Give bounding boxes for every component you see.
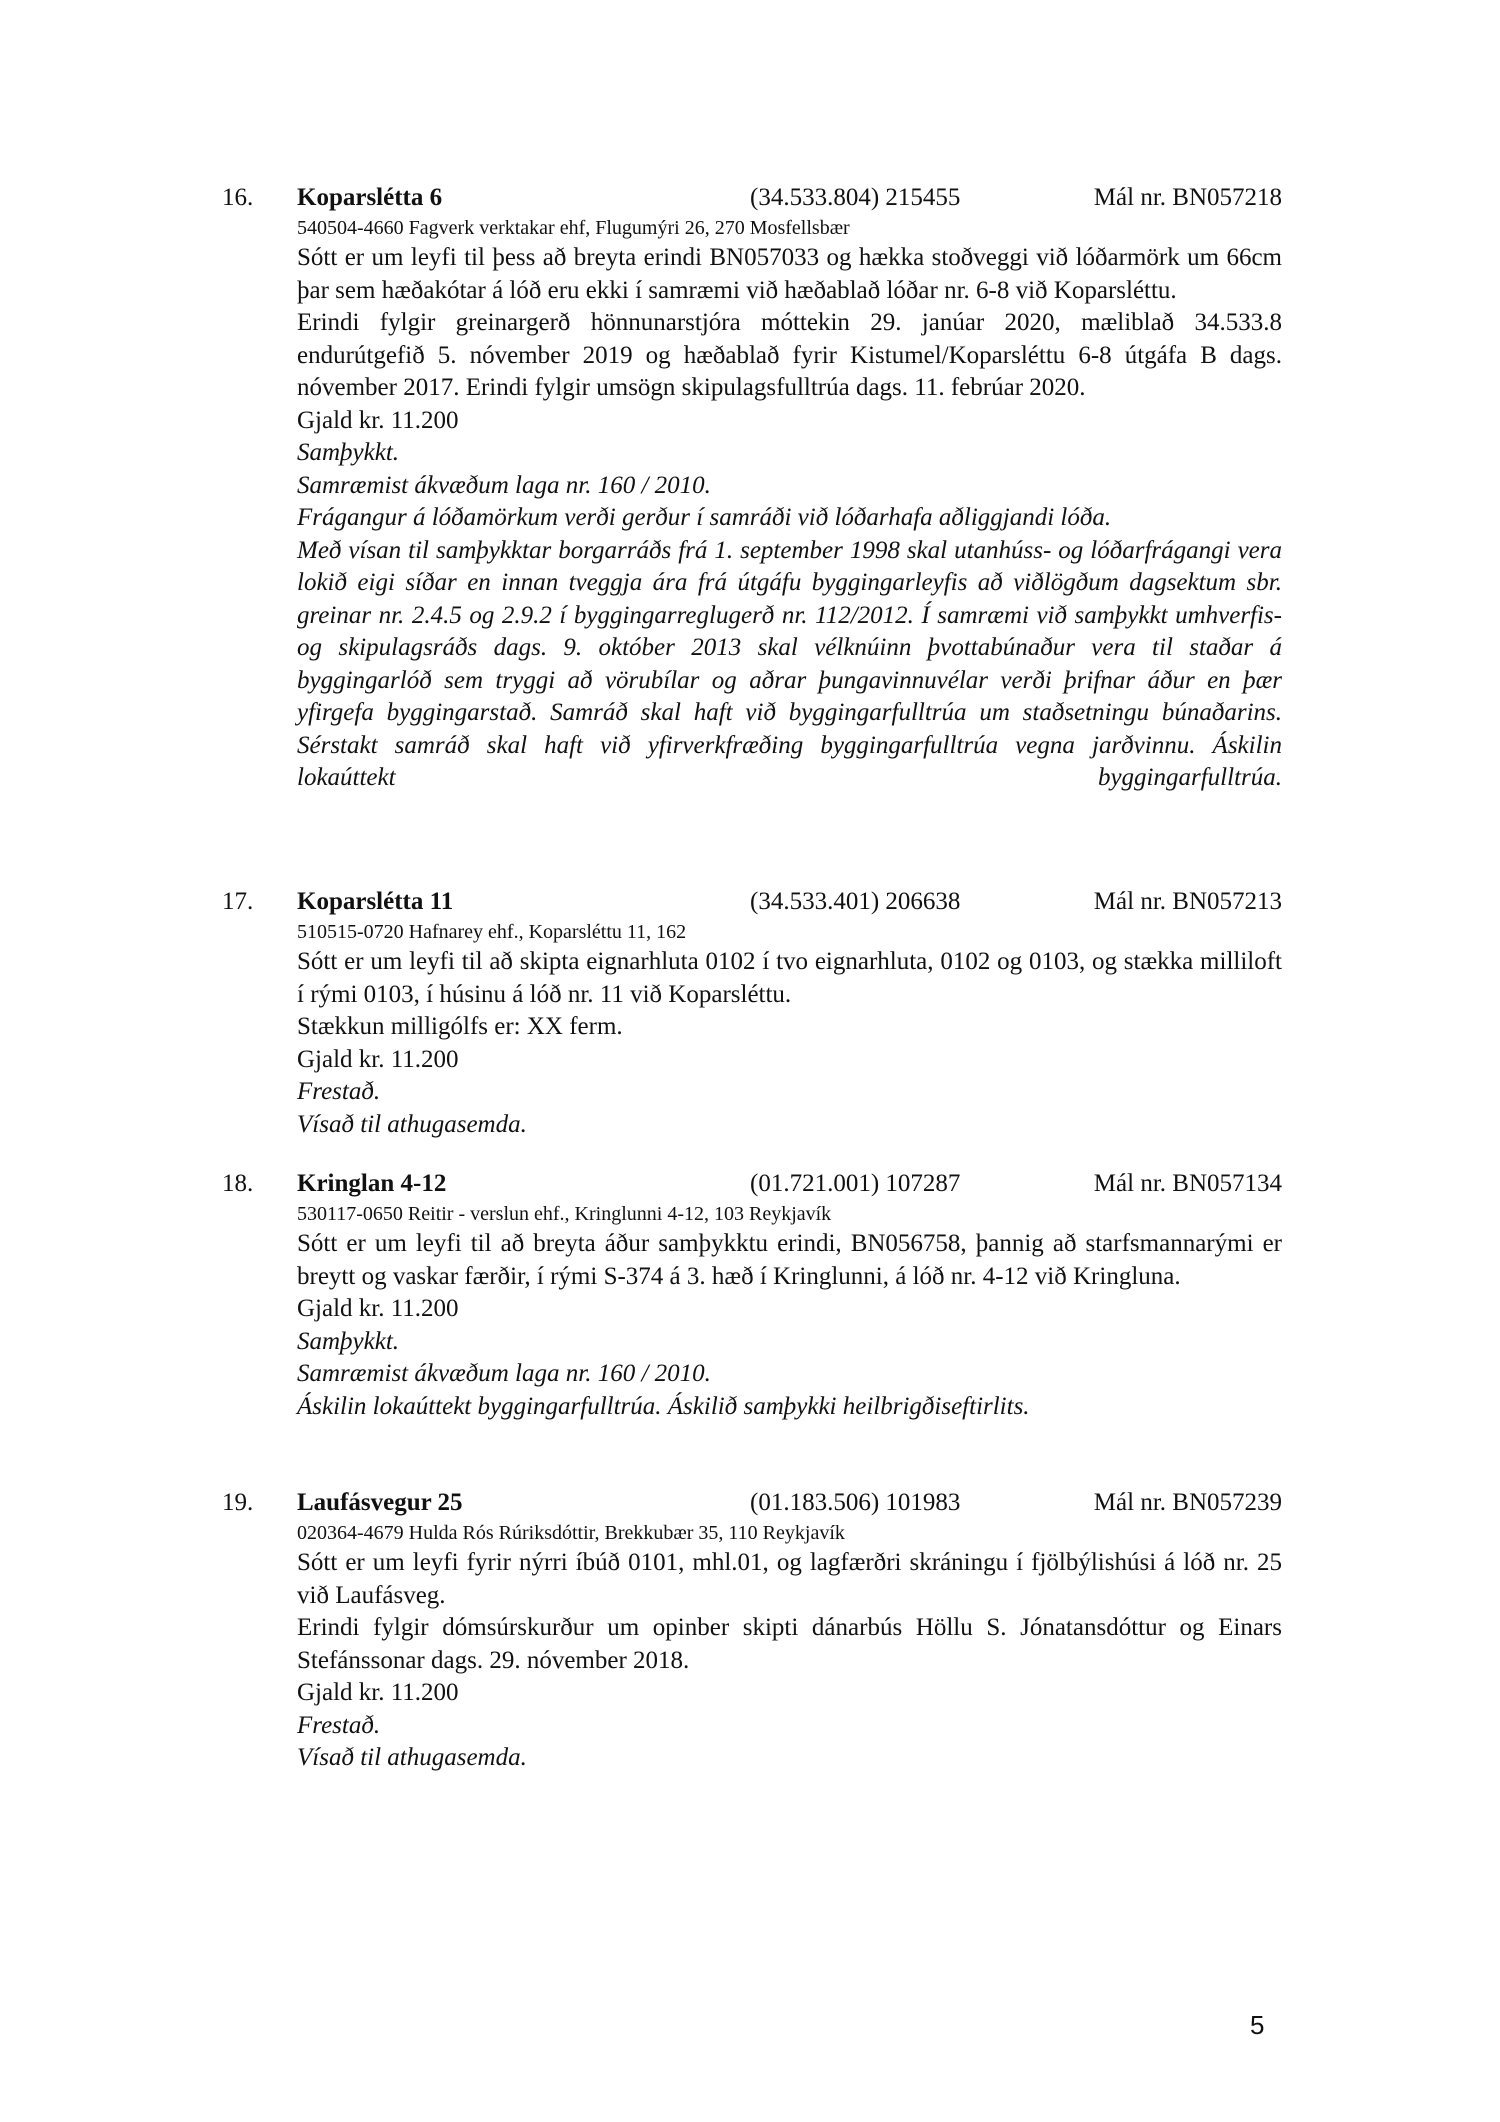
applicant: 540504-4660 Fagverk verktakar ehf, Flugumýri 26, 270 Mosfellsbær <box>297 217 850 239</box>
applicant: 020364-4679 Hulda Rós Rúriksdóttir, Brekkubær 35, 110 Reykjavík <box>297 1522 845 1544</box>
fee: Gjald kr. 11.200 <box>297 1295 459 1322</box>
case-item-18 <box>222 1168 1282 1423</box>
applicant: 510515-0720 Hafnarey ehf., Koparsléttu 11, 162 <box>297 921 687 943</box>
decision-note: Vísað til athugasemda. <box>297 1110 527 1138</box>
application-text: Sótt er um leyfi til að breyta áður samþykktu erindi, BN056758, þannig að starfsmannarými er breytt og vaskar færðir, í rými S-374 á 3. hæð í Kringlunni, á lóð nr. 4-12 við Kringluna. <box>297 1230 1282 1290</box>
property-reference: (01.183.506) 101983 <box>750 1489 961 1516</box>
property-title: Laufásvegur 25 <box>297 1489 463 1516</box>
decision-note: Samræmist ákvæðum laga nr. 160 / 2010. <box>297 1360 711 1387</box>
applicant: 530117-0650 Reitir - verslun ehf., Kringlunni 4-12, 103 Reykjavík <box>297 1203 832 1225</box>
case-header <box>222 1168 1282 1200</box>
case-number: Mál nr. BN057213 <box>1093 888 1282 915</box>
extension-note: Stækkun milligólfs er: XX ferm. <box>297 1013 623 1040</box>
case-body <box>297 1519 1282 1775</box>
case-body <box>297 1200 1282 1423</box>
case-header <box>222 886 1282 918</box>
case-body <box>297 918 1282 1141</box>
decision: Samþykkt. <box>297 439 400 466</box>
decision-note: Samræmist ákvæðum laga nr. 160 / 2010. <box>297 471 711 499</box>
case-body <box>297 214 1282 795</box>
case-item-16 <box>222 182 1282 795</box>
fee: Gjald kr. 11.200 <box>297 1045 459 1073</box>
decision-conditions: Með vísan til samþykktar borgarráðs frá 1. september 1998 skal utanhúss- og lóðarfrágangi vera lokið eigi síðar en innan tveggja ára frá útgáfu byggingarleyfis að viðlögðum dagsektum sbr. greinar nr. 2.4.5 og 2.9.2 í byggingarreglugerð nr. 112/2012. Í samræmi við samþykkt umhverfis- og skipulagsráðs dags. 9. október 2013 skal vélknúinn þvottabúnaður vera til staðar á byggingarlóð sem tryggi að vörubílar og aðrar þungavinnuvélar verði þrifnar áður en þær yfirgefa byggingarstað. Samráð skal haft við byggingarfulltrúa um staðsetningu búnaðarins. Sérstakt samráð skal haft við yfirverkfræðing byggingarfulltrúa vegna jarðvinnu. Áskilin lokaúttekt byggingarfulltrúa. <box>297 536 1282 791</box>
application-text: Sótt er um leyfi fyrir nýrri íbúð 0101, mhl.01, og lagfærðri skráningu í fjölbýlishúsi á lóð nr. 25 við Laufásveg. <box>297 1549 1282 1609</box>
fee: Gjald kr. 11.200 <box>297 406 459 434</box>
application-text: Sótt er um leyfi til að skipta eignarhluta 0102 í tvo eignarhluta, 0102 og 0103, og stækka milliloft í rými 0103, í húsinu á lóð nr. 11 við Koparsléttu. <box>297 948 1282 1008</box>
attachments-text: Erindi fylgir dómsúrskurður um opinber skipti dánarbús Höllu S. Jónatansdóttur og Einars Stefánssonar dags. 29. nóvember 2018. <box>297 1614 1282 1674</box>
property-title: Kringlan 4-12 <box>297 1170 447 1197</box>
case-item-17 <box>222 886 1282 1141</box>
decision-note: Frágangur á lóðamörkum verði gerður í samráði við lóðarhafa aðliggjandi lóða. <box>297 504 1112 531</box>
property-title: Koparslétta 6 <box>297 184 443 211</box>
case-number: Mál nr. BN057239 <box>1093 1489 1282 1516</box>
item-number: 19. <box>222 1489 254 1516</box>
decision: Samþykkt. <box>297 1327 400 1355</box>
property-reference: (34.533.401) 206638 <box>750 888 961 915</box>
page-number: 5 <box>1250 2010 1265 2040</box>
property-reference: (34.533.804) 215455 <box>750 184 961 211</box>
attachments-text: Erindi fylgir greinargerð hönnunarstjóra móttekin 29. janúar 2020, mæliblað 34.533.8 endurútgefið 5. nóvember 2019 og hæðablað fyrir Kistumel/Koparsléttu 6-8 útgáfa B dags. nóvember 2017. Erindi fylgir umsögn skipulagsfulltrúa dags. 11. febrúar 2020. <box>297 309 1282 401</box>
decision: Frestað. <box>297 1078 381 1105</box>
case-number: Mál nr. BN057134 <box>1093 1170 1282 1197</box>
decision-conditions: Áskilin lokaúttekt byggingarfulltrúa. Áskilið samþykki heilbrigðiseftirlits. <box>297 1392 1030 1420</box>
decision-note: Vísað til athugasemda. <box>297 1744 527 1771</box>
decision: Frestað. <box>297 1711 381 1739</box>
property-title: Koparslétta 11 <box>297 888 454 915</box>
application-text: Sótt er um leyfi til þess að breyta erindi BN057033 og hækka stoðveggi við lóðarmörk um 66cm þar sem hæðakótar á lóð eru ekki í samræmi við hæðablað lóðar nr. 6-8 við Koparsléttu. <box>297 244 1282 304</box>
item-number: 18. <box>222 1170 254 1197</box>
item-number: 17. <box>222 888 254 915</box>
case-header <box>222 1487 1282 1519</box>
case-item-19 <box>222 1487 1282 1775</box>
case-header <box>222 182 1282 214</box>
item-number: 16. <box>222 184 254 211</box>
case-number: Mál nr. BN057218 <box>1093 184 1282 211</box>
property-reference: (01.721.001) 107287 <box>750 1170 961 1197</box>
fee: Gjald kr. 11.200 <box>297 1679 459 1706</box>
